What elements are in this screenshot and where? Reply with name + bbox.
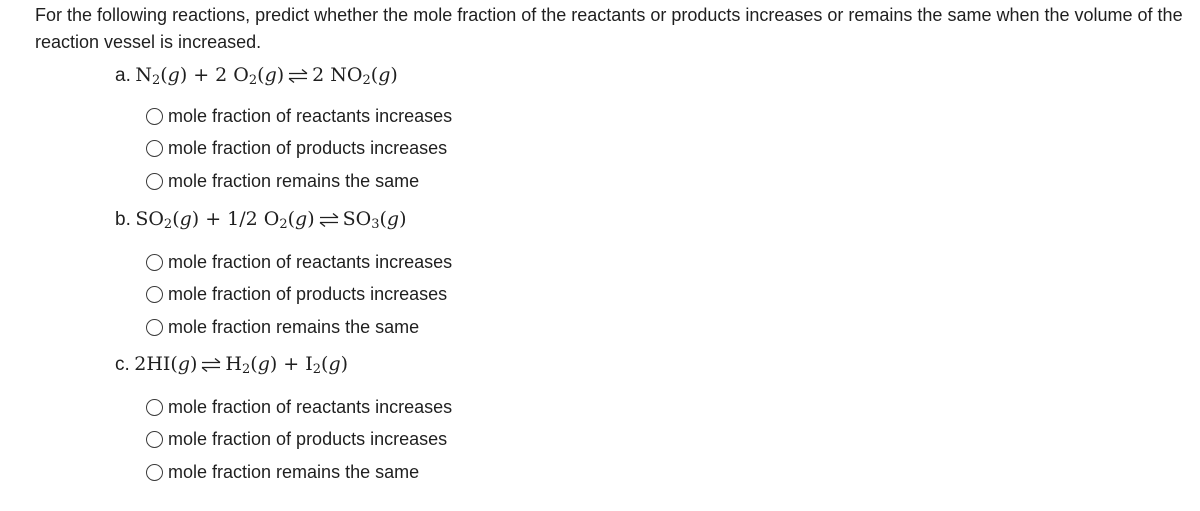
option-b-products[interactable]: mole fraction of products increases xyxy=(146,282,447,306)
question-prompt: For the following reactions, predict whether the mole fraction of the reactants or products increases or remains the same when the volume of the reaction vessel is increased. xyxy=(35,5,1183,52)
equilibrium-arrow-icon xyxy=(315,208,343,230)
question-a xyxy=(115,64,398,87)
equilibrium-arrow-icon xyxy=(284,64,312,86)
option-b-same[interactable]: mole fraction remains the same xyxy=(146,315,419,339)
option-a-products[interactable]: mole fraction of products increases xyxy=(146,136,447,160)
radio-unselected-icon[interactable] xyxy=(146,173,163,190)
option-a-reactants[interactable]: mole fraction of reactants increases xyxy=(146,104,452,128)
equation-c: 2HI(g) $H_2(g) + I_2(g)$ xyxy=(134,353,349,377)
option-b-reactants[interactable]: mole fraction of reactants increases xyxy=(146,250,452,274)
radio-unselected-icon[interactable] xyxy=(146,431,163,448)
equation-a: $N_2(g) + 2$ $O_2(g)$ 2 $NO_2(g)$ xyxy=(135,64,398,88)
radio-unselected-icon[interactable] xyxy=(146,399,163,416)
question-label: b. xyxy=(115,209,131,230)
option-c-reactants[interactable]: mole fraction of reactants increases xyxy=(146,395,452,419)
equilibrium-arrow-icon xyxy=(197,353,225,375)
radio-unselected-icon[interactable] xyxy=(146,254,163,271)
radio-unselected-icon[interactable] xyxy=(146,319,163,336)
option-c-same[interactable]: mole fraction remains the same xyxy=(146,460,419,484)
option-c-products[interactable]: mole fraction of products increases xyxy=(146,427,447,451)
question-c xyxy=(115,353,348,376)
equation-b: $SO_2(g) + 1/2$ $O_2(g)$ $SO_3(g)$ xyxy=(135,208,407,232)
question-label: c. xyxy=(115,354,130,375)
radio-unselected-icon[interactable] xyxy=(146,140,163,157)
option-a-same[interactable]: mole fraction remains the same xyxy=(146,169,419,193)
question-label: a. xyxy=(115,65,131,86)
radio-unselected-icon[interactable] xyxy=(146,464,163,481)
question-b xyxy=(115,208,407,231)
radio-unselected-icon[interactable] xyxy=(146,108,163,125)
radio-unselected-icon[interactable] xyxy=(146,286,163,303)
